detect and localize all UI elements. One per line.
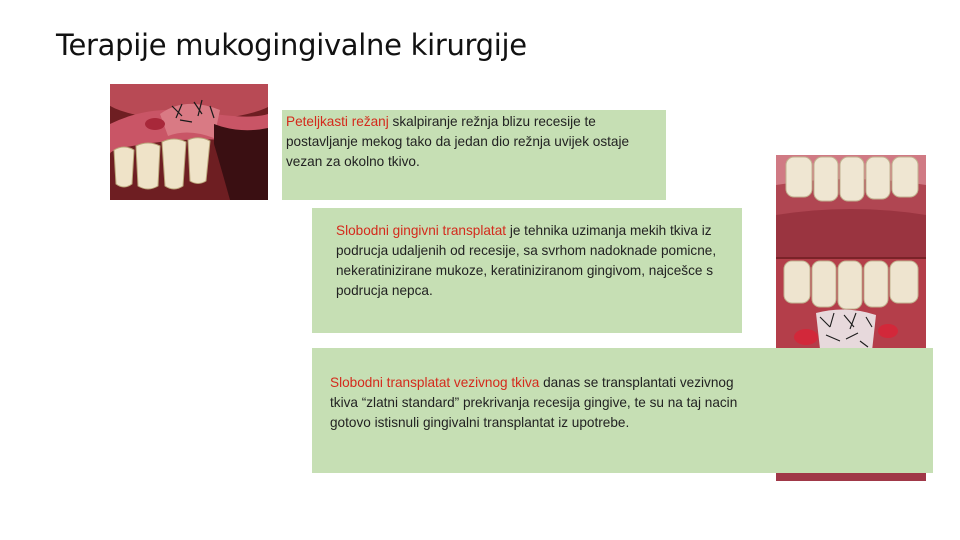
pedicle-flap-term: Peteljkasti režanj — [286, 114, 389, 129]
connective-tissue-graft-description: danas se transplantati vezivnog tkiva “zlatni standard” prekrivanja recesija gingive, te su na taj nacin gotovo istisnuli gingivalni transplantat iz upotrebe. — [330, 375, 738, 430]
free-gingival-graft-term: Slobodni gingivni transplatat — [336, 223, 507, 238]
connective-tissue-graft-block — [312, 348, 933, 473]
flap-surgery-photo — [110, 84, 268, 200]
slide-title: Terapije mukogingivalne kirurgije — [56, 28, 527, 62]
free-gingival-graft-block — [312, 208, 742, 333]
free-gingival-graft-description: je tehnika uzimanja mekih tkiva iz podrucja udaljenih od recesije, sa svrhom nadoknade pomicne, nekeratinizirane mukoze, keratiniziranom gingivom, najcešce s podrucja nepca. — [336, 223, 717, 298]
connective-tissue-graft-term: Slobodni transplatat vezivnog tkiva — [330, 375, 540, 390]
pedicle-flap-description: skalpiranje režnja blizu recesije te postavljanje mekog tako da jedan dio režnja uvijek ostaje vezan za okolno tkivo. — [286, 114, 630, 169]
pedicle-flap-block — [282, 110, 666, 200]
